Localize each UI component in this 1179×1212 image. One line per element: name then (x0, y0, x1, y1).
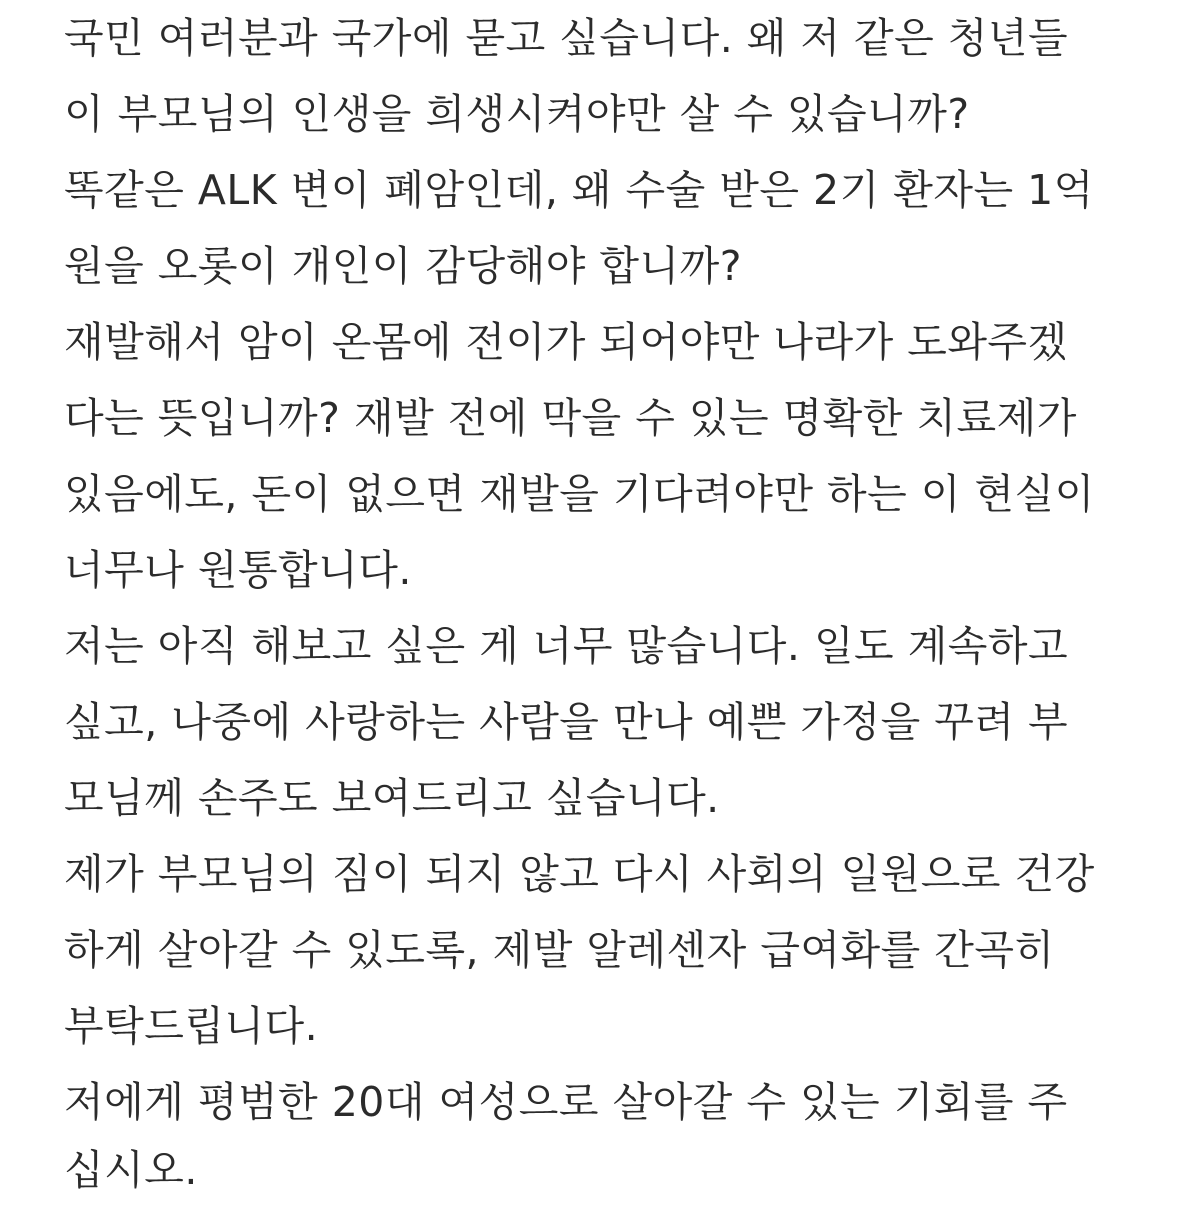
text-line: 십시오. (64, 1146, 198, 1194)
text-line: 원을 오롯이 개인이 감당해야 합니까? (64, 242, 742, 290)
text-line: 너무나 원통합니다. (64, 546, 412, 594)
text-line: 똑같은 ALK 변이 폐암인데, 왜 수술 받은 2기 환자는 1억 (64, 166, 1094, 214)
text-line: 부탁드립니다. (64, 1002, 319, 1050)
text-line: 제가 부모님의 짐이 되지 않고 다시 사회의 일원으로 건강 (64, 850, 1095, 898)
text-line: 국민 여러분과 국가에 묻고 싶습니다. 왜 저 같은 청년들 (64, 14, 1069, 62)
text-line: 저에게 평범한 20대 여성으로 살아갈 수 있는 기회를 주 (64, 1078, 1068, 1126)
text-line: 모님께 손주도 보여드리고 싶습니다. (64, 774, 720, 822)
text-line: 하게 살아갈 수 있도록, 제발 알레센자 급여화를 간곡히 (64, 926, 1055, 974)
text-line: 저는 아직 해보고 싶은 게 너무 많습니다. 일도 계속하고 (64, 622, 1069, 670)
text-line: 있음에도, 돈이 없으면 재발을 기다려야만 하는 이 현실이 (64, 470, 1095, 518)
text-line: 싶고, 나중에 사랑하는 사람을 만나 예쁜 가정을 꾸려 부 (64, 698, 1069, 746)
text-line: 다는 뜻입니까? 재발 전에 막을 수 있는 명확한 치료제가 (64, 394, 1077, 442)
text-line: 재발해서 암이 온몸에 전이가 되어야만 나라가 도와주겠 (64, 318, 1068, 366)
text-line: 이 부모님의 인생을 희생시켜야만 살 수 있습니까? (64, 90, 970, 138)
